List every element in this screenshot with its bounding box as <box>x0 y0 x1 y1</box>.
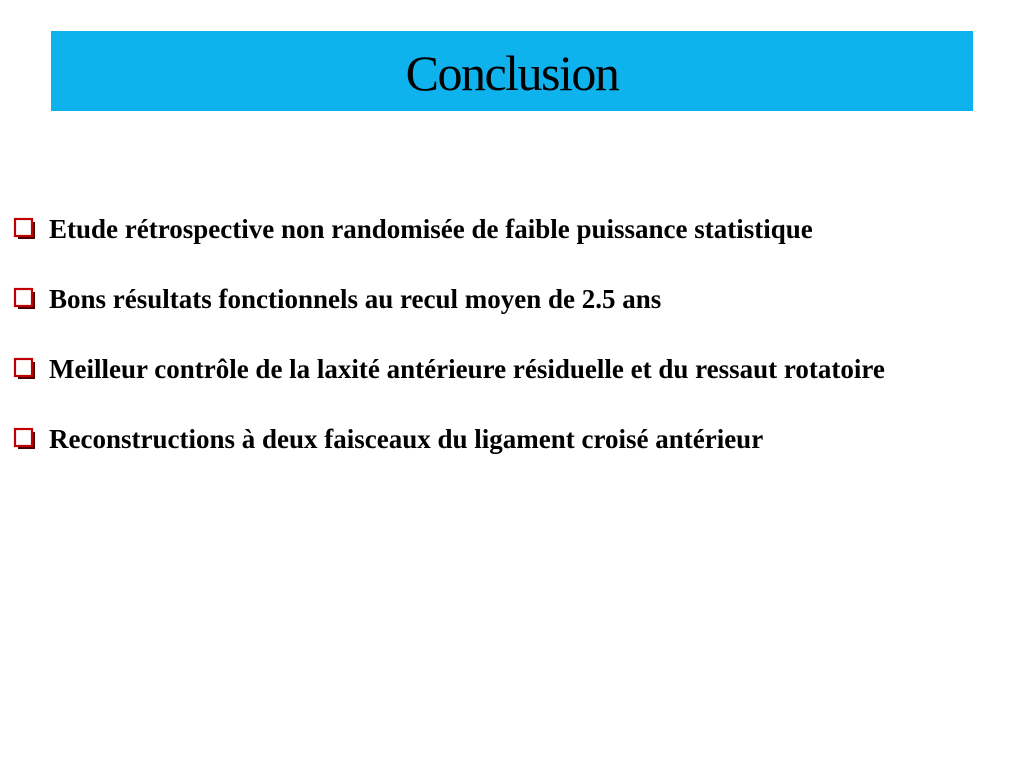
checkbox-square-icon <box>13 357 37 381</box>
title-bar <box>51 31 973 111</box>
bullet-item <box>13 198 1021 260</box>
bullet-item <box>13 338 1021 400</box>
bullet-text: Etude rétrospective non randomisée de faible puissance statistique <box>49 214 813 244</box>
checkbox-square-icon <box>13 217 37 241</box>
checkbox-square-icon <box>13 427 37 451</box>
bullet-text: Meilleur contrôle de la laxité antérieure résiduelle et du ressaut rotatoire <box>49 354 885 384</box>
bullet-item <box>13 408 1021 470</box>
slide-title: Conclusion <box>405 45 619 101</box>
conclusion-bullet-list <box>13 198 1021 492</box>
bullet-text: Reconstructions à deux faisceaux du ligament croisé antérieur <box>49 424 764 454</box>
checkbox-square-icon <box>13 287 37 311</box>
bullet-text: Bons résultats fonctionnels au recul moyen de 2.5 ans <box>49 284 662 314</box>
bullet-item <box>13 268 1021 330</box>
